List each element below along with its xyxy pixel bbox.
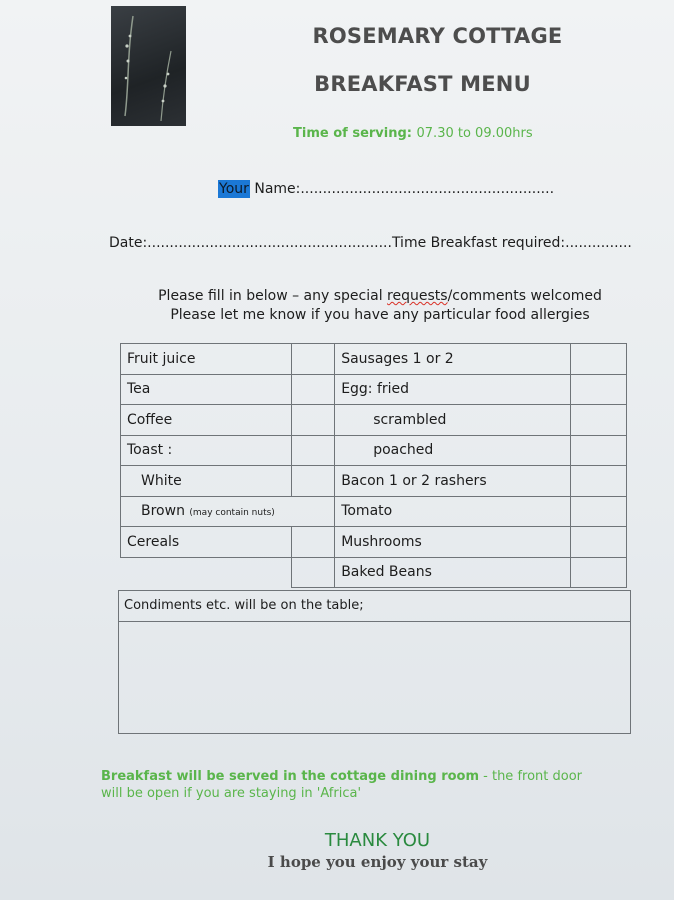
table-row	[121, 557, 627, 588]
instruction-requests	[120, 288, 640, 304]
tick-box[interactable]	[570, 405, 626, 436]
table-row	[121, 344, 627, 375]
enjoy-stay: I hope you enjoy your stay	[267, 853, 488, 871]
name-label: Name:.........................................................	[249, 181, 555, 197]
tick-box[interactable]	[570, 527, 626, 558]
tick-box[interactable]	[570, 374, 626, 405]
tick-box[interactable]	[292, 466, 335, 497]
name-field[interactable]	[218, 181, 554, 197]
tick-box[interactable]	[292, 344, 335, 375]
nuts-note: (may contain nuts)	[189, 508, 275, 519]
tick-box[interactable]	[570, 466, 626, 497]
instruction-allergies: Please let me know if you have any particular food allergies	[170, 307, 590, 323]
date-time-field[interactable]: Date:.......................................................Time Breakfast required:...............	[109, 235, 632, 251]
instruction1-misspelled-word: requests	[387, 288, 448, 304]
table-row	[121, 466, 627, 497]
cottage-title: ROSEMARY COTTAGE	[312, 24, 563, 48]
menu-item: scrambled	[335, 405, 571, 436]
rosemary-sprig-icon	[111, 6, 186, 126]
comments-box[interactable]	[118, 590, 631, 734]
menu-item: White	[121, 466, 292, 497]
tick-box[interactable]	[570, 557, 626, 588]
footer-front-door: - the front door	[479, 769, 582, 784]
table-row	[121, 527, 627, 558]
menu-item: Bacon 1 or 2 rashers	[335, 466, 571, 497]
empty-cell	[121, 557, 292, 588]
serving-hours: 07.30 to 09.00hrs	[416, 126, 533, 141]
footer-dining-room: Breakfast will be served in the cottage dining room	[101, 769, 480, 784]
tick-box[interactable]	[570, 496, 626, 527]
menu-item: Tomato	[335, 496, 571, 527]
menu-item: Egg: fried	[335, 374, 571, 405]
tick-box[interactable]	[292, 527, 335, 558]
menu-item: poached	[335, 435, 571, 466]
menu-item: Toast :	[121, 435, 292, 466]
table-row	[121, 405, 627, 436]
menu-item: Baked Beans	[335, 557, 571, 588]
menu-title: BREAKFAST MENU	[314, 72, 531, 96]
table-row	[121, 374, 627, 405]
condiments-note: Condiments etc. will be on the table;	[119, 591, 630, 622]
instruction1-pre: Please fill in below – any special	[158, 288, 388, 304]
table-row	[121, 435, 627, 466]
menu-item: Sausages 1 or 2	[335, 344, 571, 375]
menu-item: Cereals	[121, 527, 292, 558]
serving-time	[293, 126, 533, 141]
tick-box[interactable]	[570, 435, 626, 466]
thank-you: THANK YOU	[324, 830, 431, 851]
footer-africa: will be open if you are staying in 'Africa'	[101, 786, 362, 801]
serving-label: Time of serving:	[293, 126, 412, 141]
tick-box[interactable]	[292, 374, 335, 405]
tick-box[interactable]	[292, 435, 335, 466]
menu-item: Coffee	[121, 405, 292, 436]
rosemary-photo	[111, 6, 186, 126]
menu-item: Fruit juice	[121, 344, 292, 375]
tick-box[interactable]	[292, 557, 335, 588]
table-row	[121, 496, 627, 527]
menu-item: Mushrooms	[335, 527, 571, 558]
menu-item	[121, 496, 335, 527]
tick-box[interactable]	[292, 405, 335, 436]
name-prefix-highlight: Your	[219, 181, 249, 197]
brown-toast-label: Brown	[141, 503, 185, 520]
instruction1-post: /comments welcomed	[447, 288, 602, 304]
menu-item: Tea	[121, 374, 292, 405]
footer-note	[101, 768, 641, 802]
menu-table	[120, 343, 627, 588]
tick-box[interactable]	[570, 344, 626, 375]
